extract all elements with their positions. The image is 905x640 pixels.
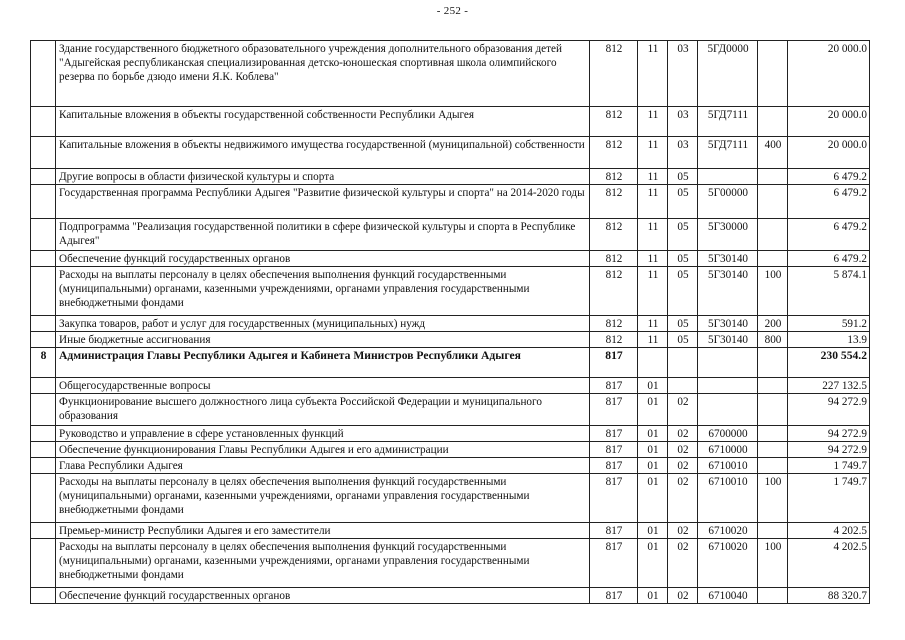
row-number-cell — [31, 41, 56, 107]
table-row — [31, 41, 870, 107]
row-number-cell — [31, 251, 56, 267]
ministry-code-cell: 812 — [590, 169, 638, 185]
amount-cell: 6 479.2 — [788, 185, 870, 219]
table-row — [31, 442, 870, 458]
row-number-cell — [31, 219, 56, 251]
expense-type-cell — [758, 458, 788, 474]
table-row — [31, 185, 870, 219]
amount-cell: 230 554.2 — [788, 348, 870, 378]
expense-type-cell — [758, 219, 788, 251]
table-row — [31, 267, 870, 316]
section-code-cell: 11 — [638, 169, 668, 185]
expense-type-cell — [758, 588, 788, 604]
target-article-cell: 6710020 — [698, 523, 758, 539]
item-name-cell: Государственная программа Республики Адыгея "Развитие физической культуры и спорта" на 2014-2020 годы — [56, 185, 590, 219]
section-code-cell: 11 — [638, 267, 668, 316]
expense-type-cell: 800 — [758, 332, 788, 348]
target-article-cell: 6700000 — [698, 426, 758, 442]
table-row — [31, 474, 870, 523]
ministry-code-cell: 812 — [590, 185, 638, 219]
row-number-cell — [31, 107, 56, 137]
amount-cell: 20 000.0 — [788, 107, 870, 137]
expense-type-cell — [758, 426, 788, 442]
item-name-cell: Подпрограмма "Реализация государственной политики в сфере физической культуры и спорта в Республике Адыгея" — [56, 219, 590, 251]
target-article-cell — [698, 169, 758, 185]
subsection-code-cell: 05 — [668, 219, 698, 251]
subsection-code-cell: 02 — [668, 588, 698, 604]
item-name-cell: Расходы на выплаты персоналу в целях обеспечения выполнения функций государственными (муниципальными) органами, казенными учреждениями, органами управления государственными внебюджетными фондами — [56, 539, 590, 588]
row-number-cell — [31, 523, 56, 539]
row-number-cell — [31, 474, 56, 523]
subsection-code-cell — [668, 348, 698, 378]
section-code-cell: 01 — [638, 539, 668, 588]
amount-cell: 4 202.5 — [788, 523, 870, 539]
ministry-code-cell: 812 — [590, 137, 638, 169]
target-article-cell: 6710010 — [698, 474, 758, 523]
expense-type-cell — [758, 523, 788, 539]
expense-type-cell: 100 — [758, 539, 788, 588]
expense-type-cell — [758, 169, 788, 185]
section-code-cell: 01 — [638, 588, 668, 604]
amount-cell: 4 202.5 — [788, 539, 870, 588]
subsection-code-cell: 05 — [668, 185, 698, 219]
table-row — [31, 219, 870, 251]
amount-cell: 94 272.9 — [788, 426, 870, 442]
table-row — [31, 426, 870, 442]
ministry-code-cell: 812 — [590, 332, 638, 348]
item-name-cell: Расходы на выплаты персоналу в целях обеспечения выполнения функций государственными (муниципальными) органами, казенными учреждениями, органами управления государственными внебюджетными фондами — [56, 474, 590, 523]
amount-cell: 6 479.2 — [788, 169, 870, 185]
subsection-code-cell: 05 — [668, 267, 698, 316]
target-article-cell — [698, 378, 758, 394]
table-row — [31, 458, 870, 474]
ministry-code-cell: 812 — [590, 316, 638, 332]
section-code-cell: 01 — [638, 474, 668, 523]
expense-type-cell: 100 — [758, 267, 788, 316]
target-article-cell: 6710000 — [698, 442, 758, 458]
budget-table — [30, 40, 870, 604]
row-number-cell — [31, 394, 56, 426]
section-code-cell — [638, 348, 668, 378]
subsection-code-cell: 05 — [668, 251, 698, 267]
table-row — [31, 251, 870, 267]
ministry-code-cell: 817 — [590, 474, 638, 523]
table-row — [31, 378, 870, 394]
section-code-cell: 01 — [638, 426, 668, 442]
item-name-cell: Иные бюджетные ассигнования — [56, 332, 590, 348]
amount-cell: 6 479.2 — [788, 219, 870, 251]
expense-type-cell — [758, 442, 788, 458]
subsection-code-cell: 02 — [668, 458, 698, 474]
target-article-cell: 5ГД7111 — [698, 137, 758, 169]
amount-cell: 6 479.2 — [788, 251, 870, 267]
target-article-cell: 5ГД0000 — [698, 41, 758, 107]
ministry-code-cell: 817 — [590, 378, 638, 394]
amount-cell: 227 132.5 — [788, 378, 870, 394]
amount-cell: 20 000.0 — [788, 137, 870, 169]
ministry-code-cell: 812 — [590, 267, 638, 316]
table-row — [31, 588, 870, 604]
amount-cell: 1 749.7 — [788, 474, 870, 523]
target-article-cell — [698, 348, 758, 378]
subsection-code-cell: 05 — [668, 332, 698, 348]
item-name-cell: Глава Республики Адыгея — [56, 458, 590, 474]
amount-cell: 20 000.0 — [788, 41, 870, 107]
ministry-code-cell: 817 — [590, 458, 638, 474]
table-row — [31, 107, 870, 137]
expense-type-cell — [758, 41, 788, 107]
ministry-code-cell: 817 — [590, 539, 638, 588]
row-number-cell — [31, 442, 56, 458]
row-number-cell — [31, 539, 56, 588]
ministry-code-cell: 817 — [590, 442, 638, 458]
item-name-cell: Обеспечение функций государственных органов — [56, 251, 590, 267]
row-number-cell — [31, 316, 56, 332]
table-row — [31, 348, 870, 378]
target-article-cell: 5Г30000 — [698, 219, 758, 251]
item-name-cell: Руководство и управление в сфере установленных функций — [56, 426, 590, 442]
ministry-code-cell: 817 — [590, 426, 638, 442]
item-name-cell: Другие вопросы в области физической культуры и спорта — [56, 169, 590, 185]
section-code-cell: 11 — [638, 185, 668, 219]
item-name-cell: Администрация Главы Республики Адыгея и Кабинета Министров Республики Адыгея — [56, 348, 590, 378]
section-code-cell: 01 — [638, 442, 668, 458]
row-number-cell — [31, 458, 56, 474]
subsection-code-cell: 05 — [668, 169, 698, 185]
section-code-cell: 01 — [638, 523, 668, 539]
row-number-cell: 8 — [31, 348, 56, 378]
ministry-code-cell: 817 — [590, 523, 638, 539]
item-name-cell: Общегосударственные вопросы — [56, 378, 590, 394]
amount-cell: 1 749.7 — [788, 458, 870, 474]
amount-cell: 88 320.7 — [788, 588, 870, 604]
target-article-cell: 6710020 — [698, 539, 758, 588]
target-article-cell: 6710010 — [698, 458, 758, 474]
target-article-cell: 5Г30140 — [698, 267, 758, 316]
amount-cell: 5 874.1 — [788, 267, 870, 316]
target-article-cell: 5Г30140 — [698, 332, 758, 348]
expense-type-cell — [758, 394, 788, 426]
page-number: - 252 - — [436, 5, 469, 17]
subsection-code-cell: 02 — [668, 426, 698, 442]
table-row — [31, 137, 870, 169]
section-code-cell: 11 — [638, 41, 668, 107]
section-code-cell: 11 — [638, 316, 668, 332]
target-article-cell: 5Г30140 — [698, 316, 758, 332]
ministry-code-cell: 812 — [590, 107, 638, 137]
section-code-cell: 11 — [638, 332, 668, 348]
section-code-cell: 01 — [638, 378, 668, 394]
row-number-cell — [31, 332, 56, 348]
ministry-code-cell: 817 — [590, 394, 638, 426]
subsection-code-cell: 02 — [668, 394, 698, 426]
subsection-code-cell: 02 — [668, 539, 698, 588]
row-number-cell — [31, 185, 56, 219]
item-name-cell: Закупка товаров, работ и услуг для государственных (муниципальных) нужд — [56, 316, 590, 332]
section-code-cell: 11 — [638, 107, 668, 137]
item-name-cell: Здание государственного бюджетного образовательного учреждения дополнительного образования детей "Адыгейская республиканская специализированная детско-юношеская спортивная школа олимпийского резерва по борьбе дзюдо имени Я.К. Коблева" — [56, 41, 590, 107]
row-number-cell — [31, 588, 56, 604]
table-row — [31, 539, 870, 588]
ministry-code-cell: 817 — [590, 348, 638, 378]
table-row — [31, 394, 870, 426]
subsection-code-cell: 02 — [668, 442, 698, 458]
item-name-cell: Премьер-министр Республики Адыгея и его заместители — [56, 523, 590, 539]
table-row — [31, 523, 870, 539]
section-code-cell: 11 — [638, 219, 668, 251]
subsection-code-cell: 05 — [668, 316, 698, 332]
expense-type-cell — [758, 348, 788, 378]
row-number-cell — [31, 378, 56, 394]
subsection-code-cell: 02 — [668, 523, 698, 539]
target-article-cell: 5Г30140 — [698, 251, 758, 267]
expense-type-cell — [758, 107, 788, 137]
subsection-code-cell: 02 — [668, 474, 698, 523]
section-code-cell: 01 — [638, 458, 668, 474]
expense-type-cell: 200 — [758, 316, 788, 332]
target-article-cell: 5Г00000 — [698, 185, 758, 219]
ministry-code-cell: 817 — [590, 588, 638, 604]
row-number-cell — [31, 169, 56, 185]
expense-type-cell: 100 — [758, 474, 788, 523]
ministry-code-cell: 812 — [590, 41, 638, 107]
row-number-cell — [31, 267, 56, 316]
amount-cell: 591.2 — [788, 316, 870, 332]
item-name-cell: Обеспечение функционирования Главы Республики Адыгея и его администрации — [56, 442, 590, 458]
row-number-cell — [31, 426, 56, 442]
section-code-cell: 01 — [638, 394, 668, 426]
expense-type-cell — [758, 378, 788, 394]
item-name-cell: Капитальные вложения в объекты государственной собственности Республики Адыгея — [56, 107, 590, 137]
amount-cell: 94 272.9 — [788, 442, 870, 458]
ministry-code-cell: 812 — [590, 251, 638, 267]
section-code-cell: 11 — [638, 251, 668, 267]
target-article-cell — [698, 394, 758, 426]
amount-cell: 94 272.9 — [788, 394, 870, 426]
table-row — [31, 332, 870, 348]
item-name-cell: Капитальные вложения в объекты недвижимого имущества государственной (муниципальной) собственности — [56, 137, 590, 169]
expense-type-cell: 400 — [758, 137, 788, 169]
ministry-code-cell: 812 — [590, 219, 638, 251]
item-name-cell: Обеспечение функций государственных органов — [56, 588, 590, 604]
section-code-cell: 11 — [638, 137, 668, 169]
expense-type-cell — [758, 251, 788, 267]
subsection-code-cell: 03 — [668, 107, 698, 137]
expense-type-cell — [758, 185, 788, 219]
subsection-code-cell — [668, 378, 698, 394]
subsection-code-cell: 03 — [668, 137, 698, 169]
item-name-cell: Функционирование высшего должностного лица субъекта Российской Федерации и муниципального образования — [56, 394, 590, 426]
table-row — [31, 316, 870, 332]
row-number-cell — [31, 137, 56, 169]
amount-cell: 13.9 — [788, 332, 870, 348]
subsection-code-cell: 03 — [668, 41, 698, 107]
target-article-cell: 5ГД7111 — [698, 107, 758, 137]
table-row — [31, 169, 870, 185]
target-article-cell: 6710040 — [698, 588, 758, 604]
item-name-cell: Расходы на выплаты персоналу в целях обеспечения выполнения функций государственными (муниципальными) органами, казенными учреждениями, органами управления государственными внебюджетными фондами — [56, 267, 590, 316]
